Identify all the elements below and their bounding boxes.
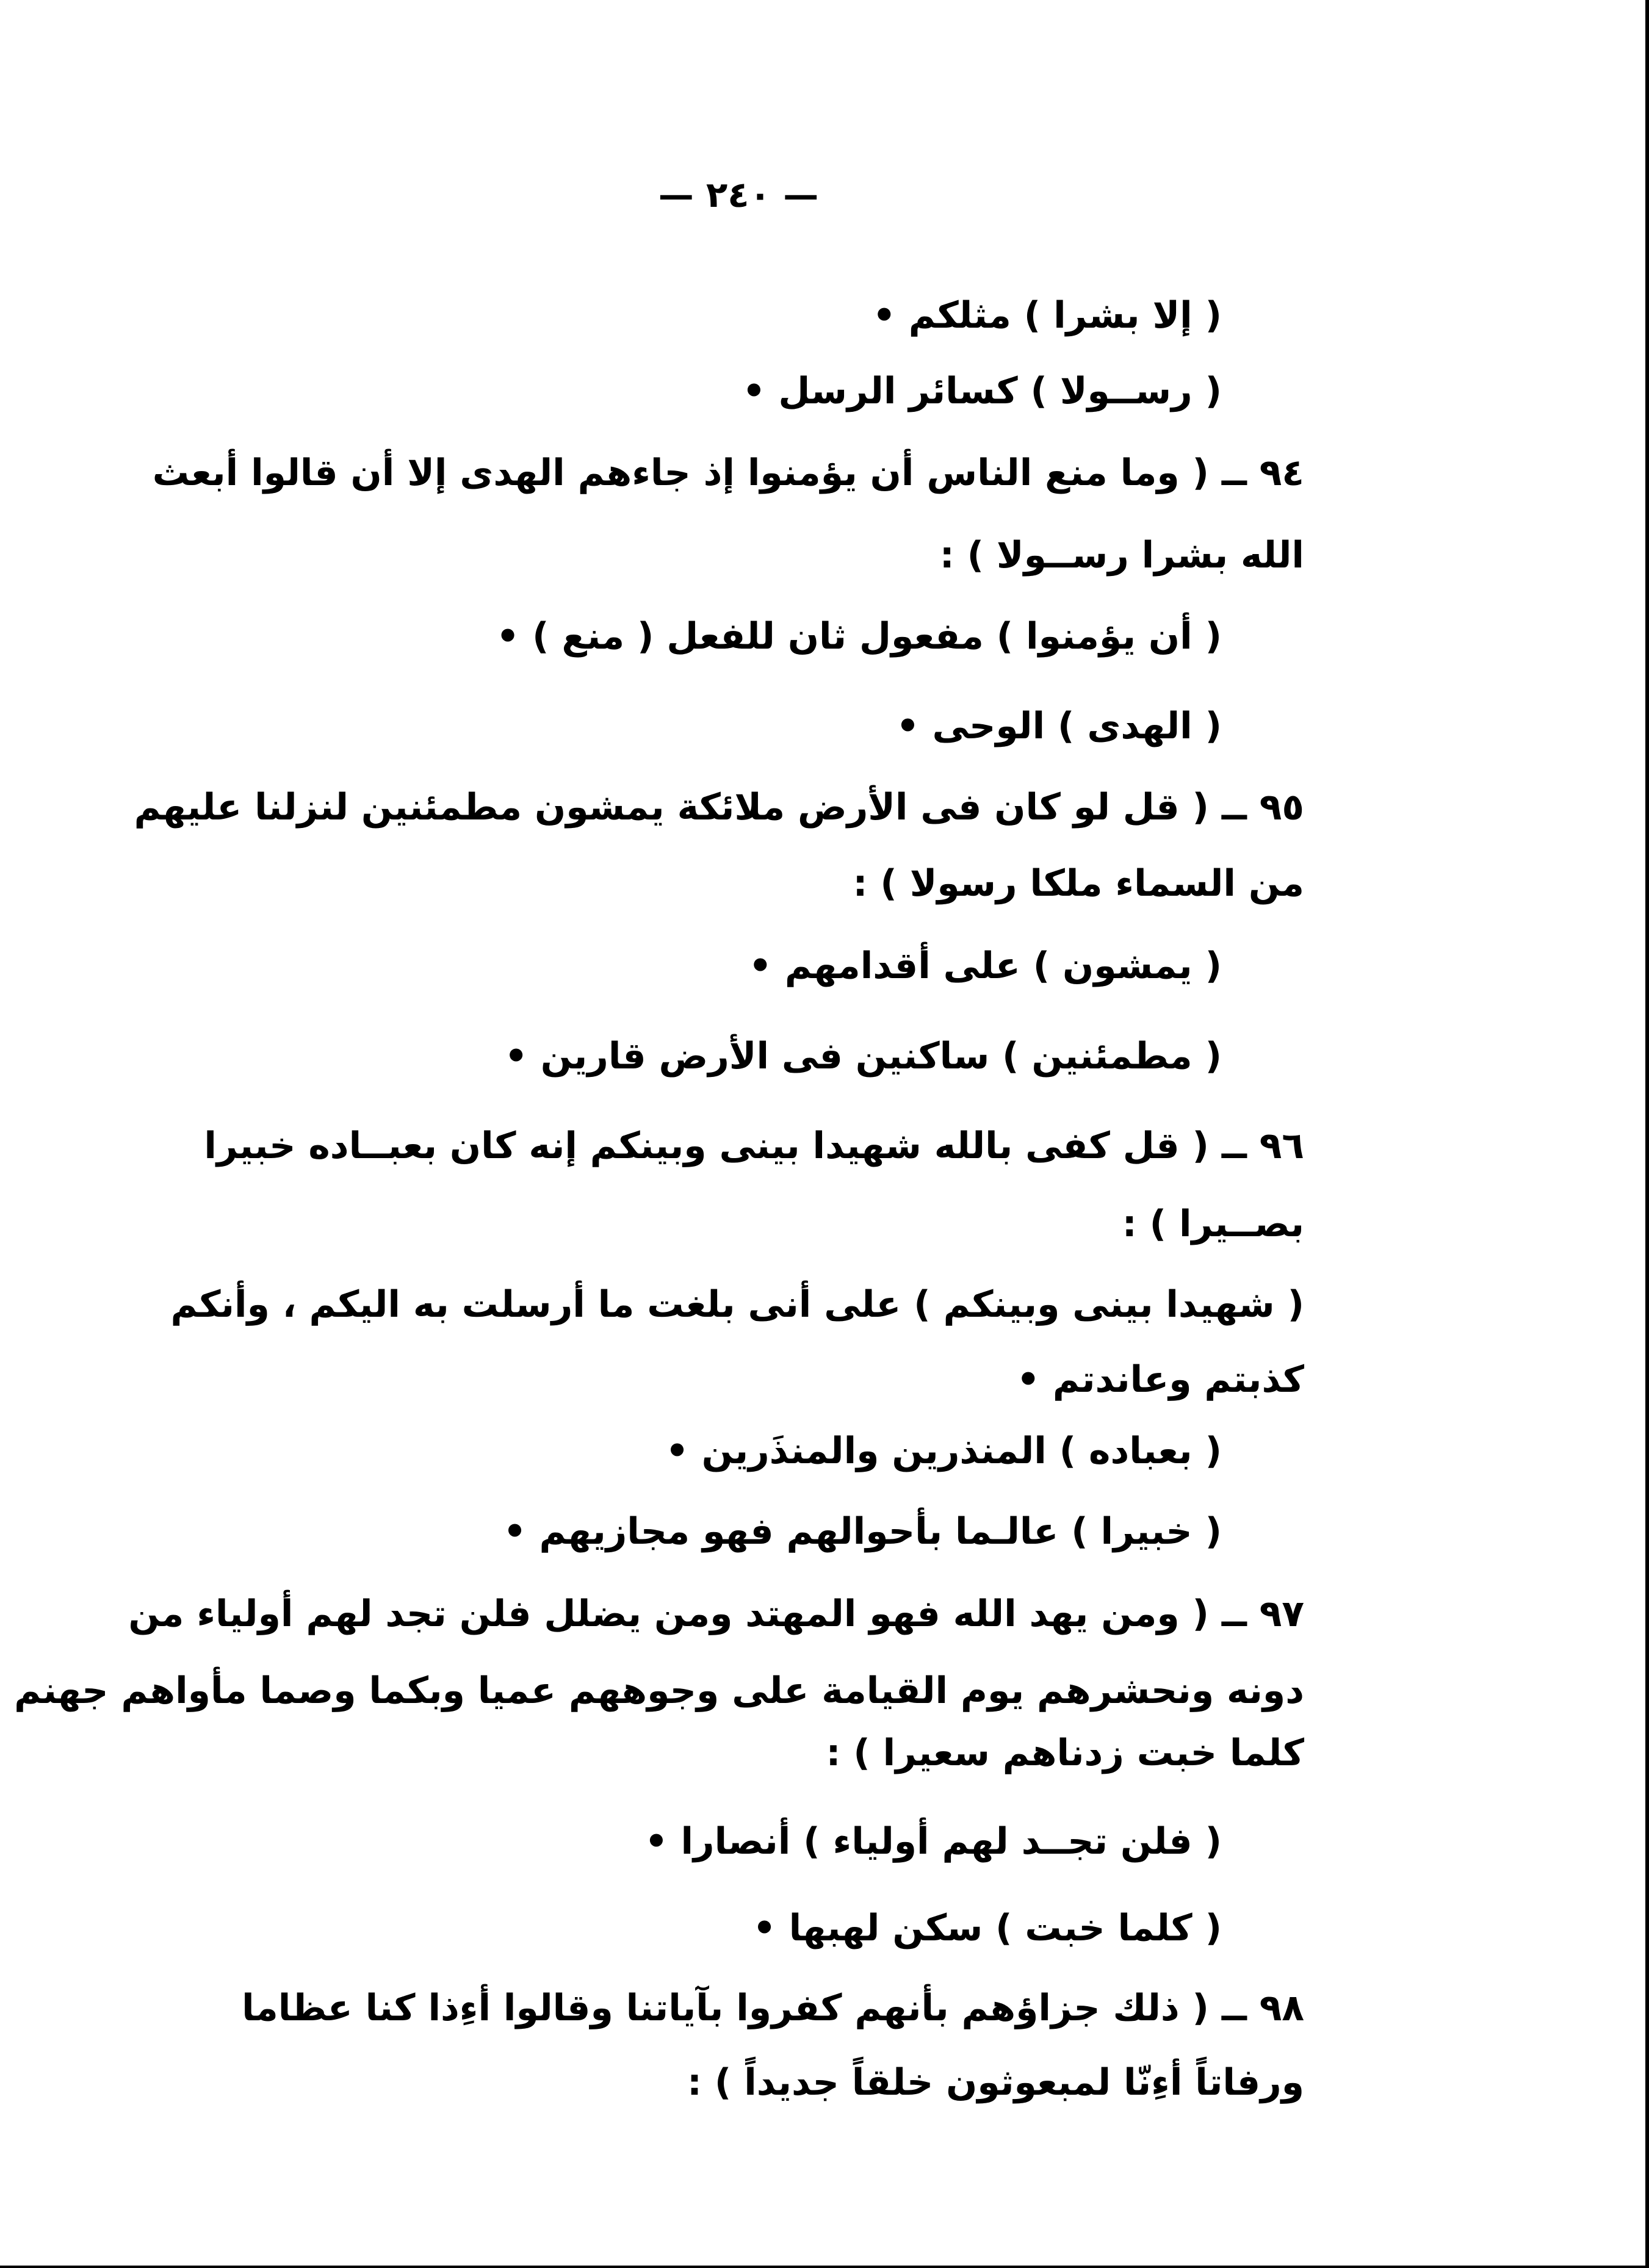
text-line-1: ( إلا بشرا ) مثلكم • xyxy=(872,294,1222,337)
text-line-19: كلما خبت زدناهم سعيرا ) : xyxy=(826,1732,1304,1774)
text-line-5: ( أن يؤمنوا ) مفعول ثان للفعل ( منع ) • xyxy=(496,615,1222,658)
text-line-12: بصــيرا ) : xyxy=(1122,1203,1304,1245)
text-line-21: ( كلما خبت ) سكن لهبها • xyxy=(752,1907,1222,1949)
page-edge-right xyxy=(1645,0,1649,2268)
text-line-7: ٩٥ ــ ( قل لو كان فى الأرض ملائكة يمشون مطمئنين لنزلنا عليهم xyxy=(134,786,1304,829)
text-line-14: كذبتم وعاندتم • xyxy=(1016,1358,1304,1401)
text-line-13: ( شهيدا بينى وبينكم ) على أنى بلغت ما أرسلت به اليكم ، وأنكم xyxy=(170,1283,1304,1326)
page-number: — ٢٤٠ — xyxy=(658,174,819,215)
text-line-16: ( خبيرا ) عالـما بأحوالهم فهو مجازيهم • xyxy=(503,1510,1222,1553)
text-line-17: ٩٧ ــ ( ومن يهد الله فهو المهتد ومن يضلل فلن تجد لهم أولياء من xyxy=(128,1593,1304,1635)
text-line-10: ( مطمئنين ) ساكنين فى الأرض قارين • xyxy=(504,1035,1222,1078)
text-line-9: ( يمشون ) على أقدامهم • xyxy=(748,945,1222,987)
text-line-15: ( بعباده ) المنذرين والمنذَرين • xyxy=(665,1430,1222,1472)
text-line-23: ورفاتاً أءِنّا لمبعوثون خلقاً جديداً ) : xyxy=(687,2061,1304,2104)
text-line-4: الله بشرا رســولا ) : xyxy=(939,534,1304,577)
text-line-2: ( رســولا ) كسائر الرسل • xyxy=(742,370,1222,412)
text-line-18: دونه ونحشرهم يوم القيامة على وجوههم عميا وبكما وصما مأواهم جهنم xyxy=(14,1669,1304,1712)
page-edge-bottom xyxy=(0,2266,1649,2268)
text-line-3: ٩٤ ــ ( وما منع الناس أن يؤمنوا إذ جاءهم الهدى إلا أن قالوا أبعث xyxy=(152,452,1304,494)
text-line-22: ٩٨ ــ ( ذلك جزاؤهم بأنهم كفروا بآياتنا وقالوا أءِذا كنا عظاما xyxy=(242,1987,1304,2029)
text-line-20: ( فلن تجــد لهم أولياء ) أنصارا • xyxy=(644,1820,1222,1863)
text-line-11: ٩٦ ــ ( قل كفى بالله شهيدا بينى وبينكم إنه كان بعبــاده خبيرا xyxy=(204,1125,1304,1167)
text-line-6: ( الهدى ) الوحى • xyxy=(896,705,1222,747)
text-line-8: من السماء ملكا رسولا ) : xyxy=(853,862,1304,905)
